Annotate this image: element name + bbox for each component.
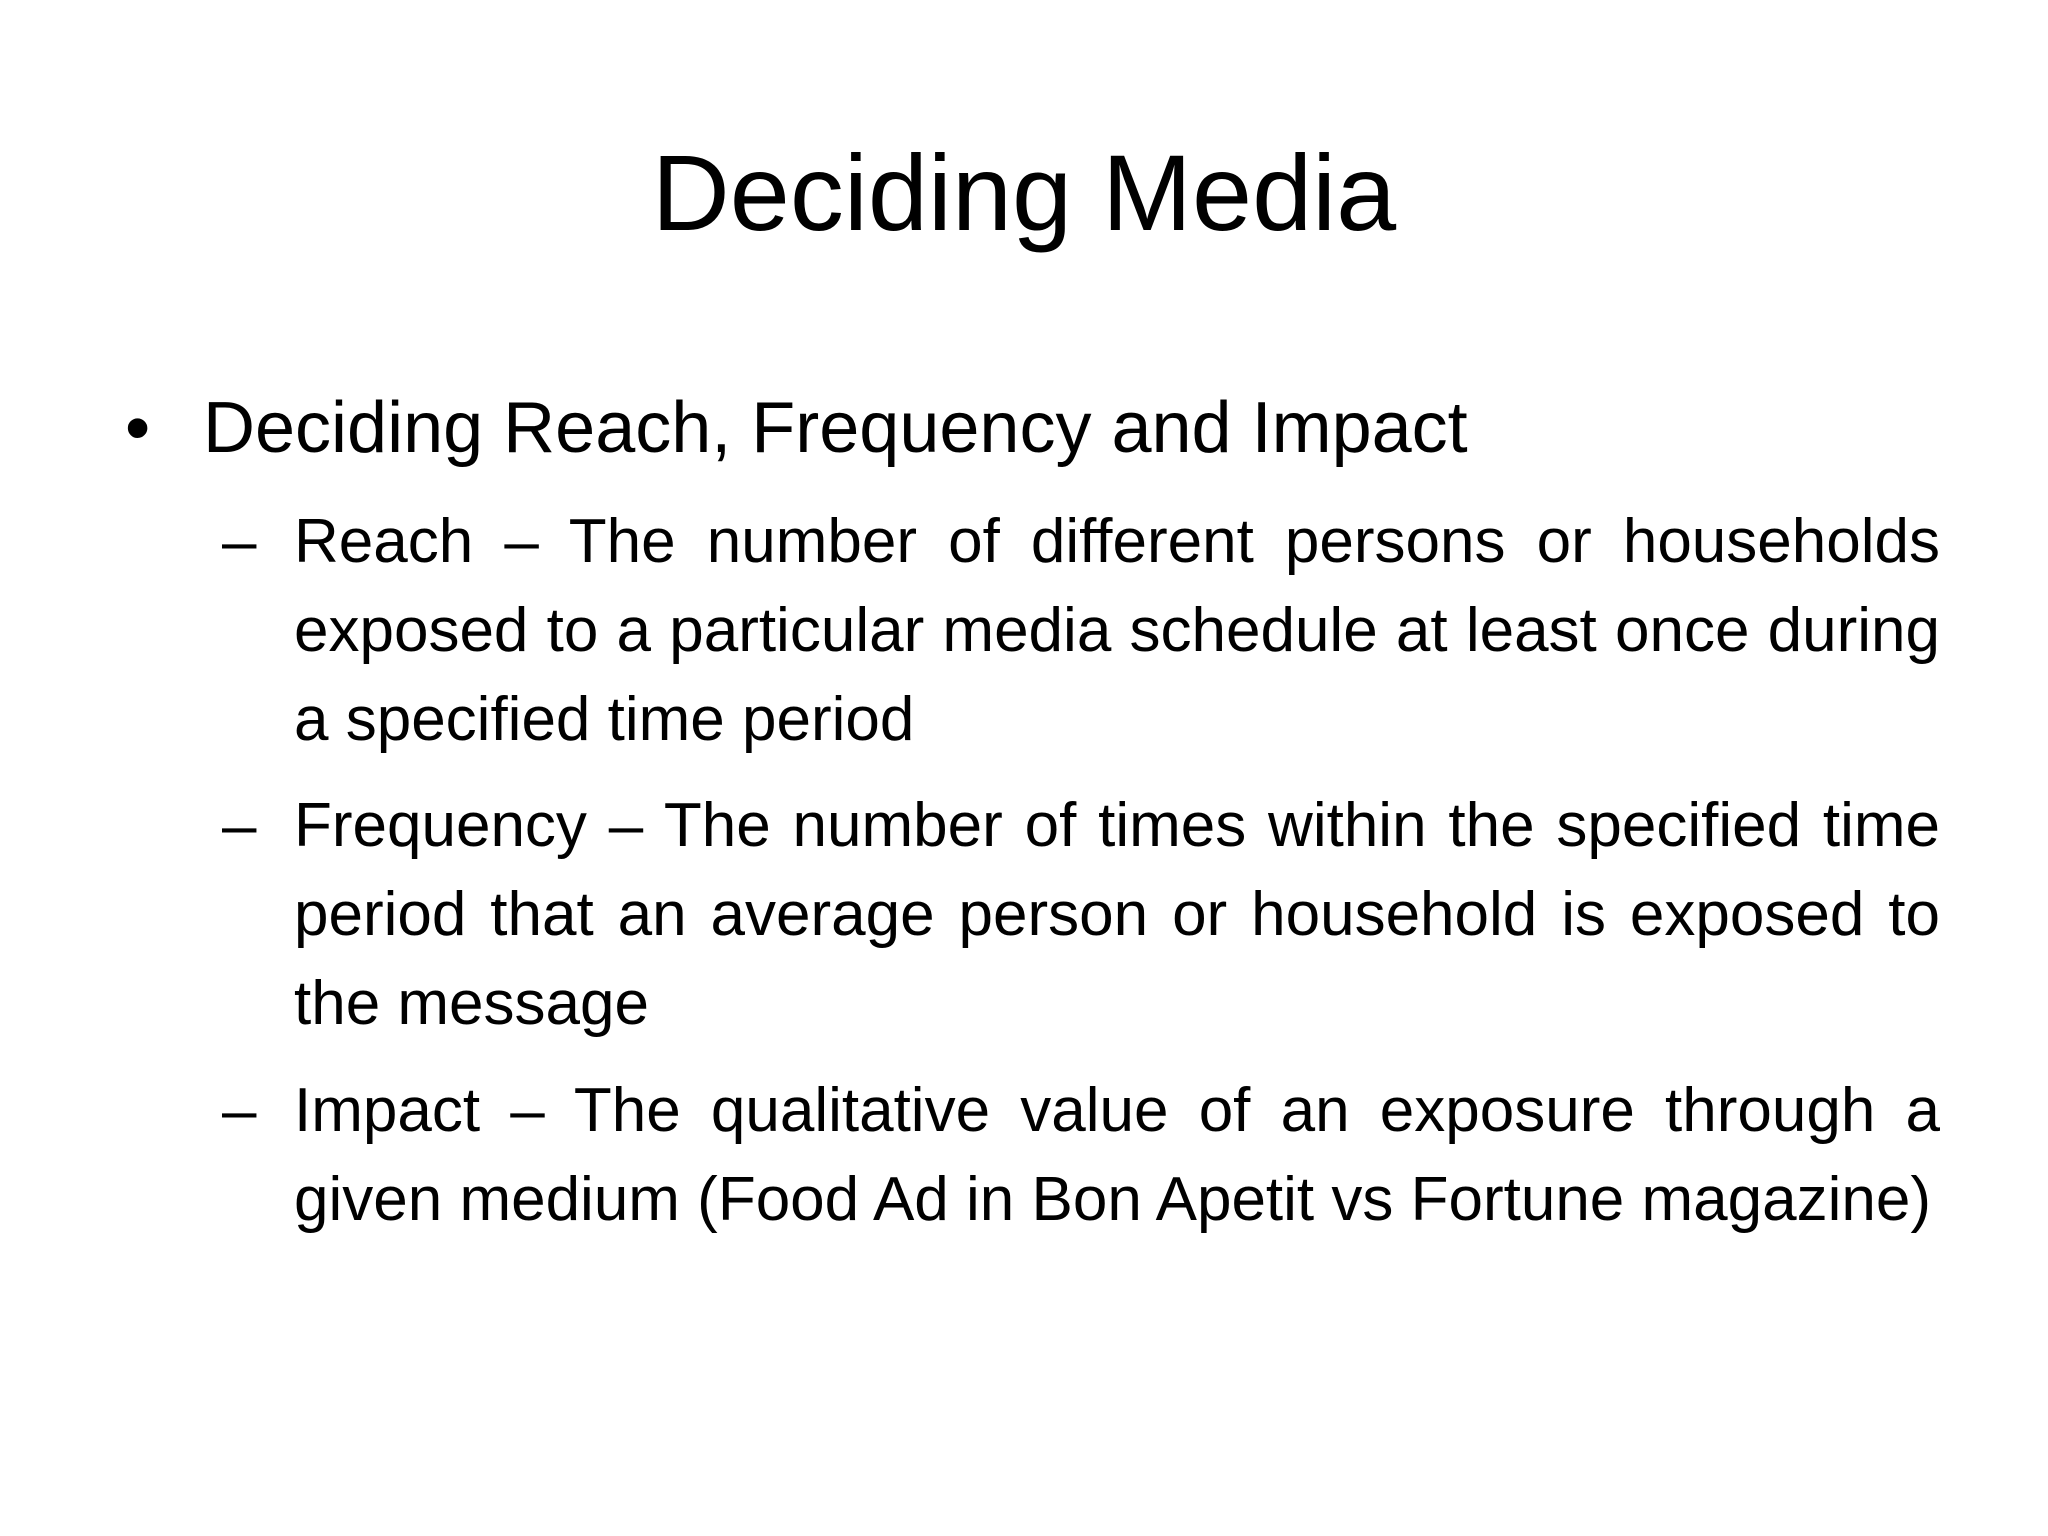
sub-bullet-text: Reach – The number of different persons or households exposed to a particular media schedule at least once during a specified time period [294, 507, 1940, 754]
dash-marker: – [222, 791, 257, 860]
slide-title: Deciding Media [651, 132, 1397, 253]
sub-bullet-reach [222, 497, 1940, 764]
bullet-item [125, 378, 1945, 478]
sub-bullet-impact [222, 1066, 1940, 1244]
bullet-marker: • [125, 388, 151, 468]
sub-bullet-frequency [222, 781, 1940, 1048]
bullet-text: Deciding Reach, Frequency and Impact [203, 388, 1468, 468]
dash-marker: – [222, 507, 257, 576]
sub-bullet-text: Impact – The qualitative value of an exposure through a given medium (Food Ad in Bon Apetit vs Fortune magazine) [294, 1076, 1940, 1234]
dash-marker: – [222, 1076, 257, 1145]
sub-bullet-text: Frequency – The number of times within the specified time period that an average person or household is exposed to the message [294, 791, 1940, 1038]
